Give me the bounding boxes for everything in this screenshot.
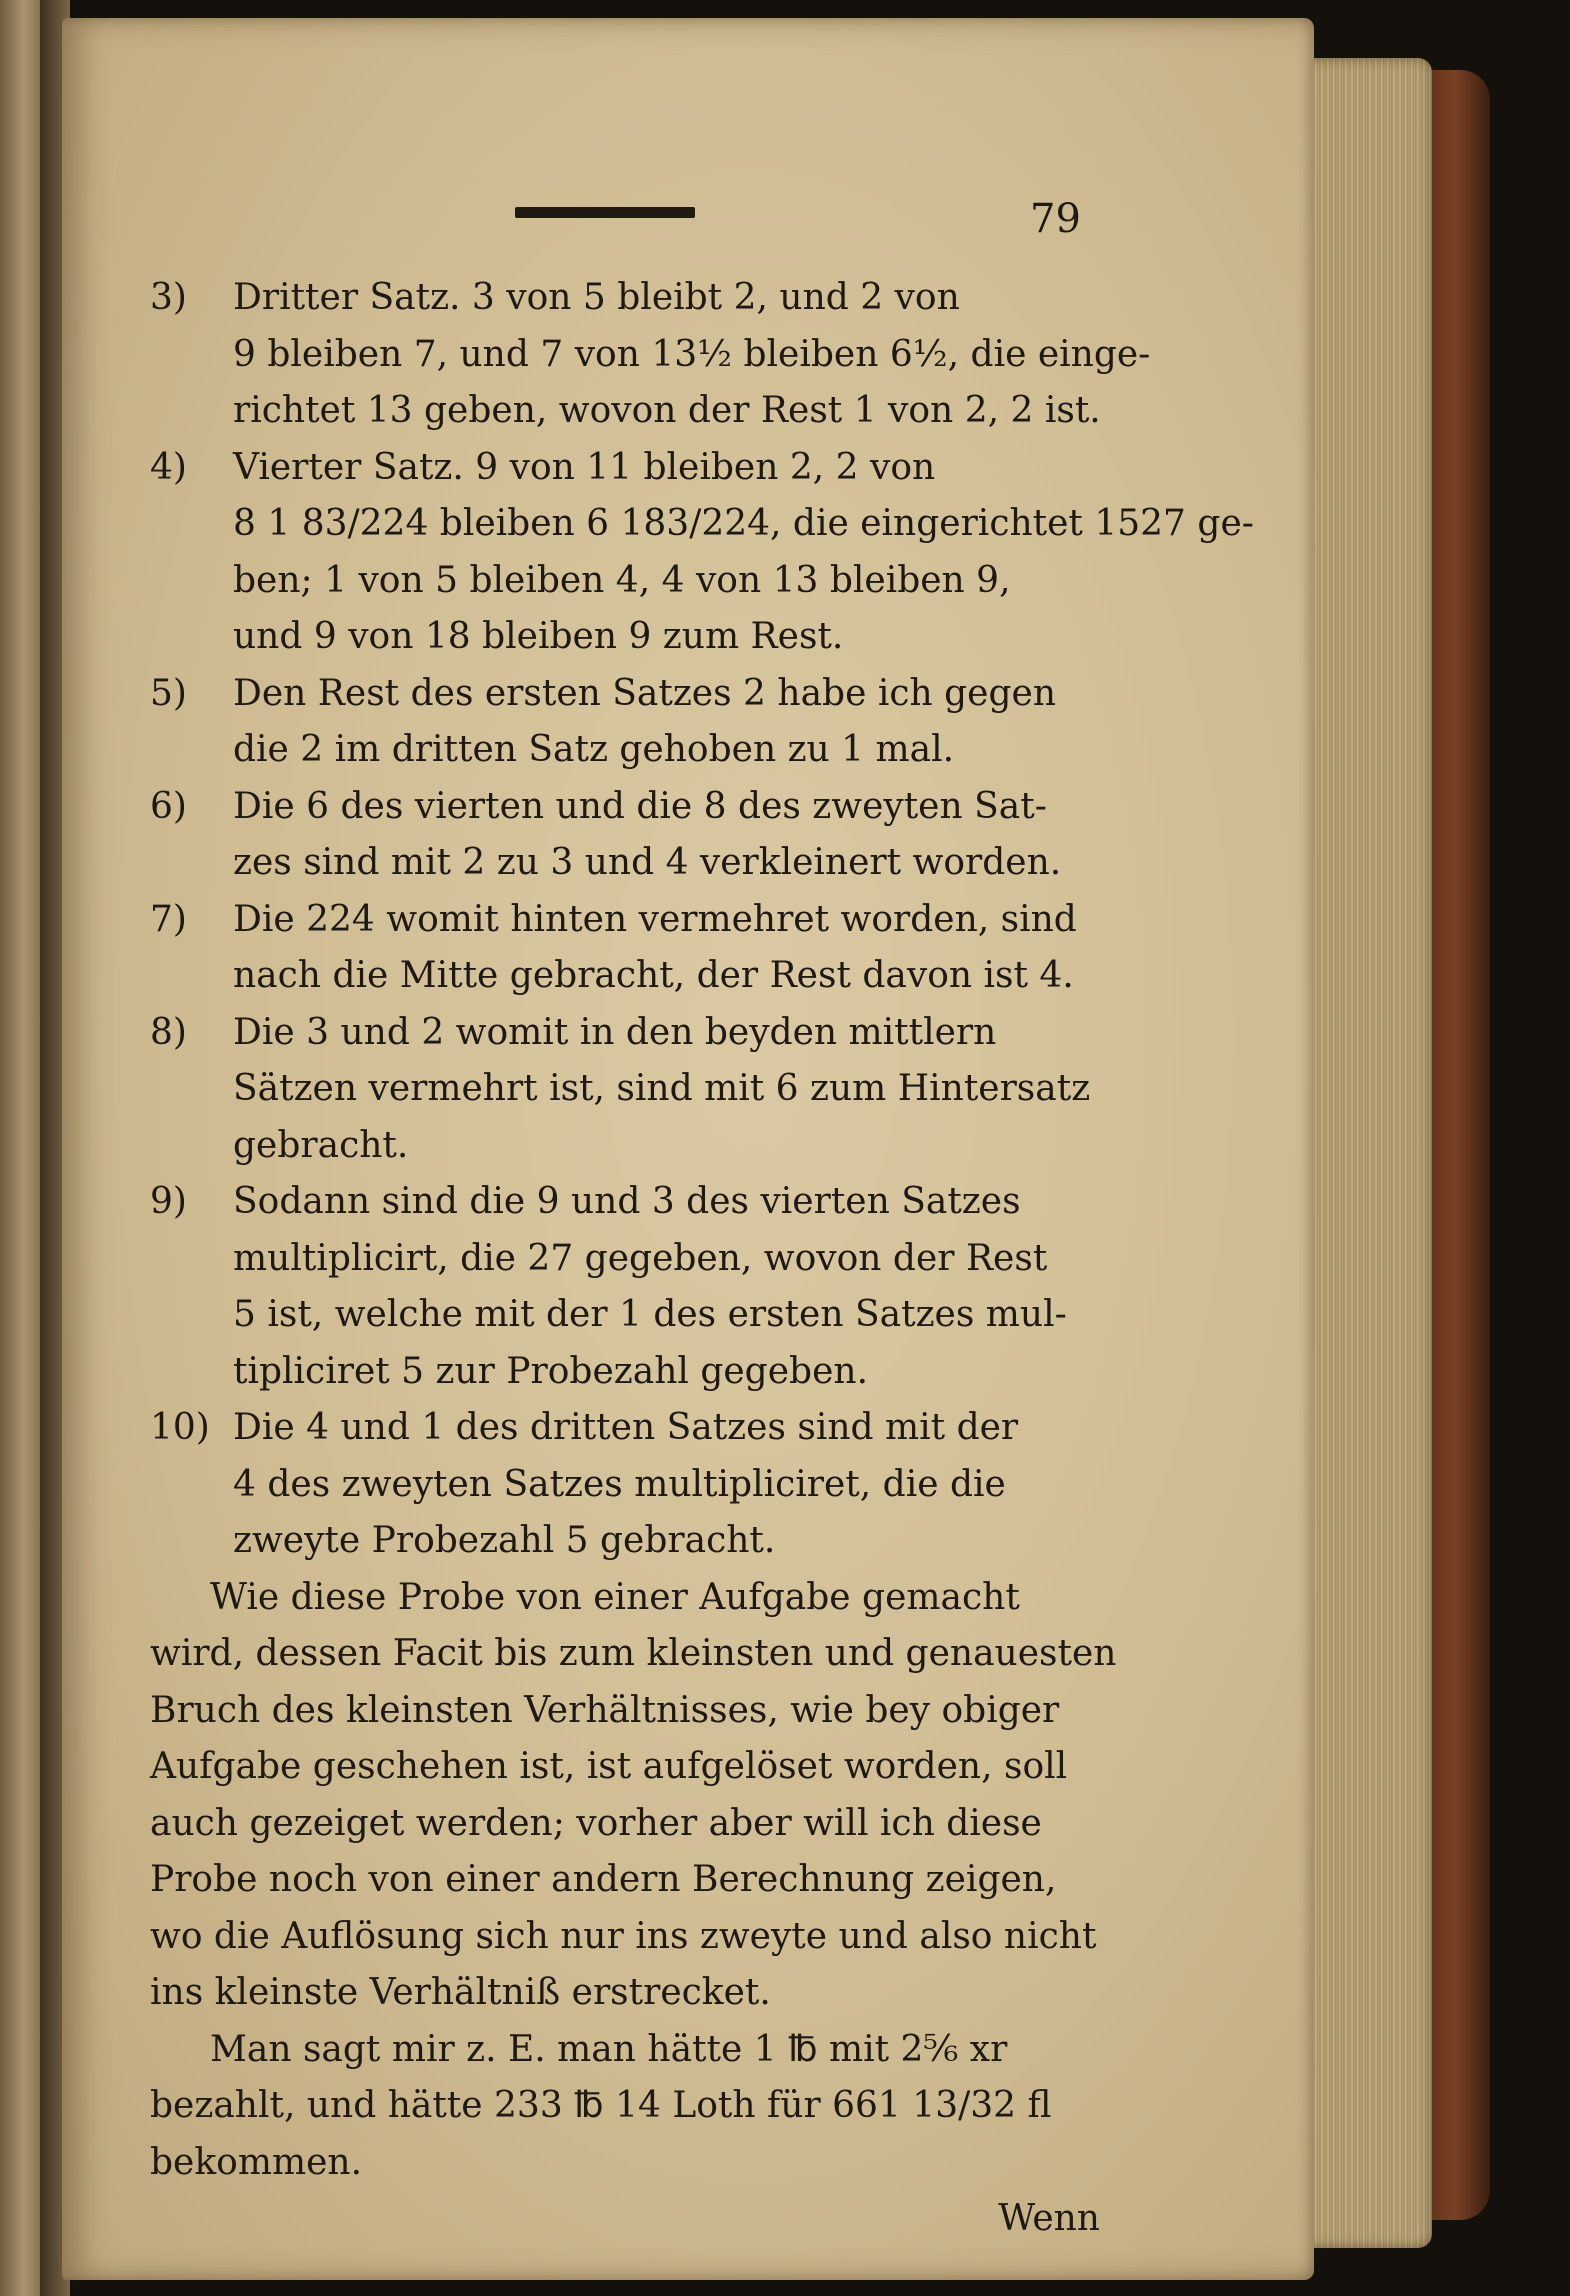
item-number [150, 1344, 233, 1401]
item-8-line [150, 1400, 1110, 1457]
item-number [150, 609, 233, 666]
numbered-items [150, 270, 1254, 1570]
item-6-line [150, 1118, 1110, 1175]
item-2-line [150, 496, 1254, 553]
item-text: tipliciret 5 zur Probezahl gegeben. [233, 1350, 869, 1392]
item-6-line [150, 1005, 1110, 1062]
item-number: 4) [150, 446, 187, 488]
paragraph-line: bezahlt, und hätte 233 ℔ 14 Loth für 661 13/32 fl [150, 2085, 1052, 2126]
item-text: zes sind mit 2 zu 3 und 4 verkleinert worden. [233, 842, 1062, 883]
item-number [150, 722, 233, 779]
item-1-line [150, 270, 1110, 327]
item-text: 8 1 83/224 bleiben 6 183/224, die eingerichtet 1527 ge- [233, 503, 1254, 544]
item-8-line [150, 1457, 1110, 1514]
item-number: 8) [150, 1011, 187, 1053]
item-number [150, 835, 233, 892]
item-number [150, 948, 233, 1005]
item-text: nach die Mitte gebracht, der Rest davon ist 4. [233, 955, 1074, 996]
item-number [150, 1061, 233, 1118]
item-5-line [150, 948, 1110, 1005]
item-text: Sätzen vermehrt ist, sind mit 6 zum Hintersatz [233, 1068, 1091, 1109]
item-number [150, 496, 233, 553]
item-4-line [150, 835, 1110, 892]
item-1-line [150, 383, 1110, 440]
item-number: 9) [150, 1181, 187, 1222]
item-3-line [150, 722, 1110, 779]
item-7-line [150, 1287, 1110, 1344]
item-text: Dritter Satz. 3 von 5 bleibt 2, und 2 von [233, 277, 960, 318]
paragraph-line: Bruch des kleinsten Verhältnisses, wie bey obiger [150, 1689, 1060, 1731]
item-4-line [150, 779, 1110, 836]
item-5-line [150, 892, 1110, 949]
item-text: 5 ist, welche mit der 1 des ersten Satzes mul- [233, 1294, 1067, 1335]
item-2-line [150, 440, 1110, 497]
paragraph-1 [150, 1570, 1117, 2022]
paragraph-line: Man sagt mir z. E. man hätte 1 ℔ mit 2⅚ xr [210, 2028, 1008, 2070]
item-7-line [150, 1231, 1110, 1288]
page-number: 79 [1030, 196, 1081, 242]
item-text: gebracht. [233, 1124, 409, 1166]
paragraph-line: ins kleinste Verhältniß erstrecket. [150, 1972, 771, 2013]
item-number [150, 1118, 233, 1175]
paragraph-line: auch gezeiget werden; vorher aber will ich diese [150, 1802, 1042, 1844]
item-number [150, 1457, 233, 1514]
item-text: richtet 13 geben, wovon der Rest 1 von 2, 2 ist. [233, 390, 1101, 431]
item-text: ben; 1 von 5 bleiben 4, 4 von 13 bleiben 9, [233, 559, 1011, 601]
item-number [150, 1513, 233, 1570]
item-number: 7) [150, 898, 187, 940]
item-7-line [150, 1174, 1110, 1231]
item-2-line [150, 553, 1110, 610]
paragraph-line: wo die Auflösung sich nur ins zweyte und also nicht [150, 1915, 1097, 1957]
paragraph-line: Wie diese Probe von einer Aufgabe gemacht [210, 1576, 1020, 1618]
item-number: 3) [150, 277, 187, 318]
header-rule [515, 207, 695, 218]
page-text [150, 270, 1254, 2248]
previous-page-edge [0, 0, 40, 2296]
item-text: multiplicirt, die 27 gegeben, wovon der Rest [233, 1237, 1048, 1279]
item-number [150, 1231, 233, 1288]
paragraph-line: wird, dessen Facit bis zum kleinsten und genauesten [150, 1633, 1117, 1674]
item-text: Die 224 womit hinten vermehret worden, sind [233, 898, 1077, 940]
item-number [150, 553, 233, 610]
item-number: 10) [150, 1407, 210, 1448]
item-7-line [150, 1344, 1110, 1401]
item-text: 4 des zweyten Satzes multipliciret, die die [233, 1463, 1006, 1505]
item-text: und 9 von 18 bleiben 9 zum Rest. [233, 616, 844, 657]
item-8-line [150, 1513, 1110, 1570]
paragraph-line: bekommen. [150, 2141, 363, 2183]
paragraph-line: Aufgabe geschehen ist, ist aufgelöset worden, soll [150, 1746, 1068, 1787]
paragraph-line: Probe noch von einer andern Berechnung zeigen, [150, 1859, 1057, 1900]
item-2-line [150, 609, 1110, 666]
item-number [150, 383, 233, 440]
item-3-line [150, 666, 1110, 723]
item-number: 6) [150, 785, 187, 827]
item-number [150, 1287, 233, 1344]
catchword: Wenn [998, 2198, 1100, 2239]
item-1-line [150, 327, 1151, 384]
item-text: Die 3 und 2 womit in den beyden mittlern [233, 1011, 997, 1053]
item-text: Den Rest des ersten Satzes 2 habe ich gegen [233, 672, 1057, 714]
item-text: Vierter Satz. 9 von 11 bleiben 2, 2 von [233, 446, 936, 488]
item-text: Die 4 und 1 des dritten Satzes sind mit der [233, 1407, 1019, 1448]
item-text: Sodann sind die 9 und 3 des vierten Satzes [233, 1181, 1021, 1222]
item-number [150, 327, 233, 384]
paragraph-2 [150, 2022, 1110, 2192]
item-text: 9 bleiben 7, und 7 von 13½ bleiben 6½, die einge- [233, 333, 1151, 375]
item-text: zweyte Probezahl 5 gebracht. [233, 1520, 776, 1561]
item-text: Die 6 des vierten und die 8 des zweyten Sat- [233, 785, 1047, 827]
item-number: 5) [150, 672, 187, 714]
item-text: die 2 im dritten Satz gehoben zu 1 mal. [233, 729, 955, 770]
item-6-line [150, 1061, 1110, 1118]
